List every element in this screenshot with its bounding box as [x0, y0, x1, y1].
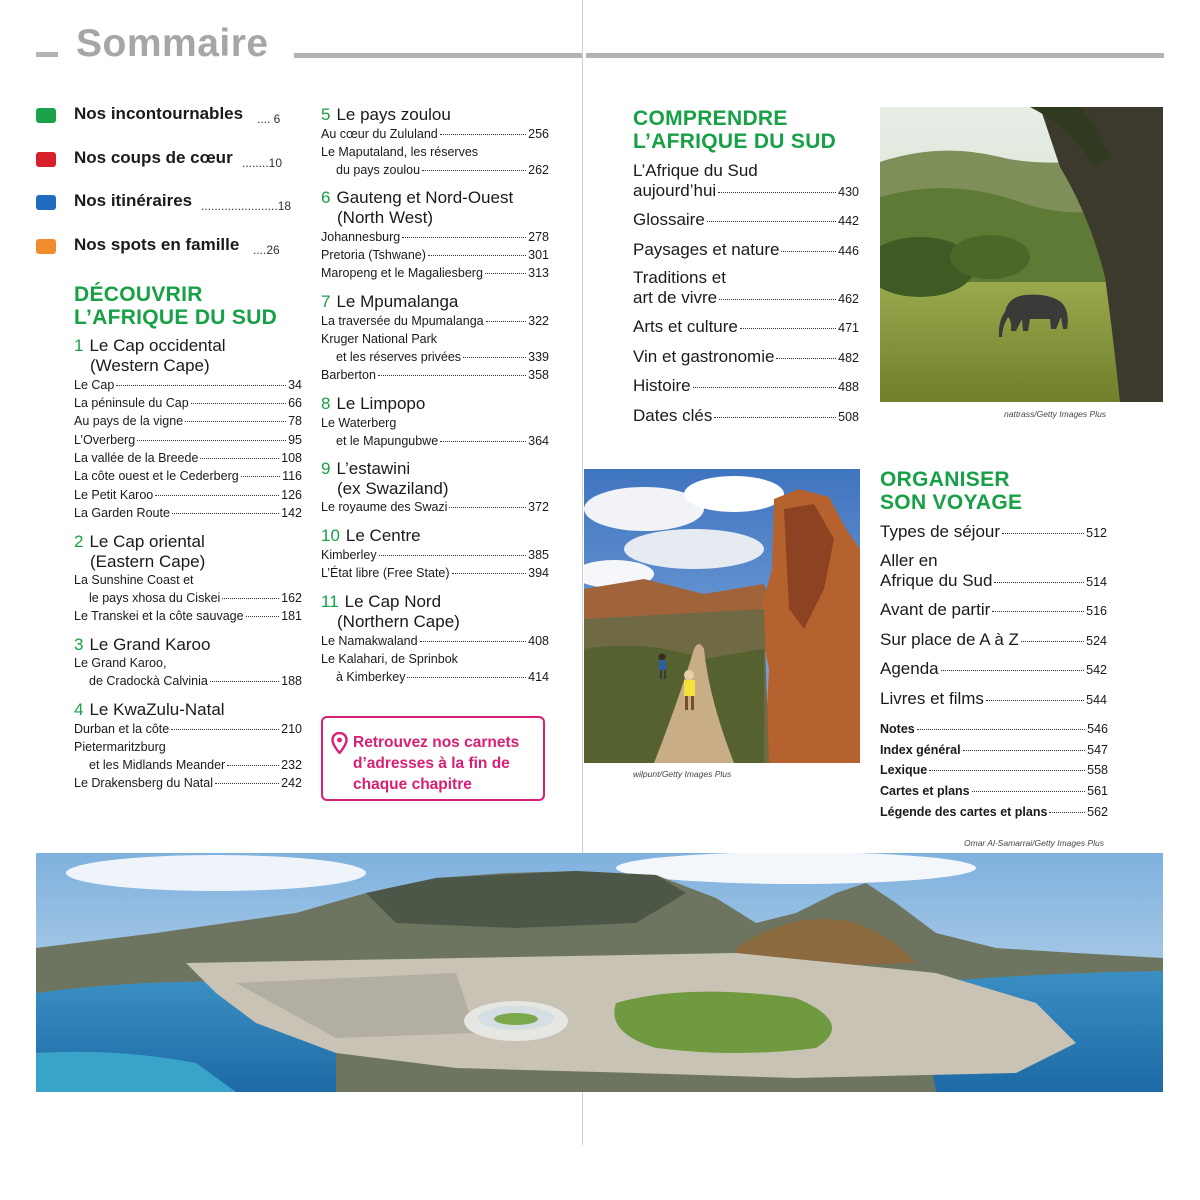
page-number: 18: [277, 199, 292, 213]
toc-entry[interactable]: Types de séjour 512: [880, 522, 1107, 541]
chapter-2-heading[interactable]: 2 Le Cap oriental (Eastern Cape): [74, 532, 206, 571]
hikers-photo: [584, 469, 860, 763]
chapter-10-heading[interactable]: 10 Le Centre: [321, 526, 421, 545]
toc-entry[interactable]: à Kimberkey 414: [336, 670, 549, 684]
toc-entry[interactable]: Barberton 358: [321, 368, 549, 382]
toc-entry[interactable]: et les réserves privées 339: [336, 350, 549, 364]
toc-entry[interactable]: Pretoria (Tshwane) 301: [321, 248, 549, 262]
toc-entry[interactable]: Le Drakensberg du Natal 242: [74, 776, 302, 790]
toc-entry[interactable]: Au pays de la vigne 78: [74, 414, 302, 428]
toc-entry[interactable]: art de vivre 462: [633, 288, 859, 307]
toc-entry[interactable]: Paysages et nature 446: [633, 240, 859, 259]
toc-entry-small[interactable]: Index général 547: [880, 743, 1108, 757]
chapter-1-heading[interactable]: 1 Le Cap occidental (Western Cape): [74, 336, 226, 375]
essential-item-coups-de-coeur[interactable]: Nos coups de cœur ........ 10: [36, 148, 286, 172]
toc-entry[interactable]: L’État libre (Free State) 394: [321, 566, 549, 580]
toc-entry[interactable]: La traversée du Mpumalanga 322: [321, 314, 549, 328]
toc-entry[interactable]: Vin et gastronomie 482: [633, 347, 859, 366]
toc-entry[interactable]: La vallée de la Breede 108: [74, 451, 302, 465]
toc-entry[interactable]: de Cradockà Calvinia 188: [89, 674, 302, 688]
toc-entry[interactable]: L’Overberg 95: [74, 433, 302, 447]
section-heading-organiser: ORGANISER SON VOYAGE: [880, 468, 1023, 514]
toc-entry[interactable]: et les Midlands Meander 232: [89, 758, 302, 772]
toc-entry[interactable]: Glossaire 442: [633, 210, 859, 229]
chapter-11-heading[interactable]: 11 Le Cap Nord (Northern Cape): [321, 592, 460, 631]
toc-entry[interactable]: Kimberley 385: [321, 548, 549, 562]
photo-credit: Omar Al-Samarrai/Getty Images Plus: [964, 838, 1104, 848]
elephant-photo: [880, 107, 1163, 402]
toc-entry-line[interactable]: La Sunshine Coast et: [74, 573, 194, 587]
toc-entry[interactable]: Johannesburg 278: [321, 230, 549, 244]
toc-entry[interactable]: Le royaume des Swazi 372: [321, 500, 549, 514]
page-number: 26: [266, 243, 280, 257]
toc-entry-line[interactable]: Pietermaritzburg: [74, 740, 166, 754]
section-heading-decouvrir: DÉCOUVRIR L’AFRIQUE DU SUD: [74, 283, 278, 329]
toc-entry-line[interactable]: Traditions et: [633, 268, 726, 287]
toc-entry[interactable]: Livres et films 544: [880, 689, 1107, 708]
chapter-8-heading[interactable]: 8 Le Limpopo: [321, 394, 426, 413]
toc-entry-small[interactable]: Notes 546: [880, 722, 1108, 736]
blue-square-icon: [36, 195, 56, 210]
toc-entry[interactable]: Durban et la côte 210: [74, 722, 302, 736]
toc-entry-line[interactable]: Le Kalahari, de Sprinbok: [321, 652, 458, 666]
toc-entry[interactable]: La côte ouest et le Cederberg 116: [74, 469, 302, 483]
toc-entry-small[interactable]: Lexique 558: [880, 763, 1108, 777]
toc-entry[interactable]: Dates clés 508: [633, 406, 859, 425]
map-pin-icon: [331, 732, 348, 754]
toc-entry-line[interactable]: L’Afrique du Sud: [633, 161, 758, 180]
toc-entry-line[interactable]: Le Waterberg: [321, 416, 397, 430]
page-number: 6: [273, 112, 281, 126]
toc-entry[interactable]: Agenda 542: [880, 659, 1107, 678]
orange-square-icon: [36, 239, 56, 254]
essential-item-itineraires[interactable]: Nos itinéraires ....................... 18: [36, 191, 286, 215]
toc-entry-line[interactable]: Le Grand Karoo,: [74, 656, 167, 670]
essential-item-spots-famille[interactable]: Nos spots en famille .... 26: [36, 235, 286, 259]
header-rule-left: [294, 53, 582, 58]
page-number: 10: [268, 156, 283, 170]
cape-town-panorama-photo: [36, 853, 1163, 1092]
toc-entry[interactable]: Afrique du Sud 514: [880, 571, 1107, 590]
toc-entry-line[interactable]: Kruger National Park: [321, 332, 438, 346]
toc-entry[interactable]: Maropeng et le Magaliesberg 313: [321, 266, 549, 280]
photo-credit: wilpunt/Getty Images Plus: [633, 769, 732, 779]
toc-entry-line[interactable]: Le Maputaland, les réserves: [321, 145, 479, 159]
toc-entry[interactable]: du pays zoulou 262: [336, 163, 549, 177]
page-title: Sommaire: [76, 22, 269, 65]
address-callout-box: [321, 716, 545, 801]
chapter-5-heading[interactable]: 5 Le pays zoulou: [321, 105, 451, 124]
toc-entry-line[interactable]: Aller en: [880, 551, 938, 570]
chapter-6-heading[interactable]: 6 Gauteng et Nord-Ouest (North West): [321, 188, 514, 227]
toc-entry[interactable]: Au cœur du Zululand 256: [321, 127, 549, 141]
header-dash: [36, 52, 58, 57]
toc-entry[interactable]: La péninsule du Cap 66: [74, 396, 302, 410]
toc-entry[interactable]: Le Transkei et la côte sauvage 181: [74, 609, 302, 623]
green-square-icon: [36, 108, 56, 123]
chapter-3-heading[interactable]: 3 Le Grand Karoo: [74, 635, 211, 654]
toc-entry[interactable]: et le Mapungubwe 364: [336, 434, 549, 448]
toc-entry[interactable]: le pays xhosa du Ciskei 162: [89, 591, 302, 605]
photo-credit: nattrass/Getty Images Plus: [1004, 409, 1107, 419]
toc-entry[interactable]: La Garden Route 142: [74, 506, 302, 520]
toc-entry[interactable]: Sur place de A à Z 524: [880, 630, 1107, 649]
toc-entry[interactable]: aujourd’hui 430: [633, 181, 859, 200]
callout-text: Retrouvez nos carnets d’adresses à la fin de chaque chapitre: [353, 734, 520, 793]
toc-entry[interactable]: Arts et culture 471: [633, 317, 859, 336]
toc-entry[interactable]: Le Petit Karoo 126: [74, 488, 302, 502]
toc-entry[interactable]: Le Cap 34: [74, 378, 302, 392]
chapter-4-heading[interactable]: 4 Le KwaZulu-Natal: [74, 700, 225, 719]
chapter-7-heading[interactable]: 7 Le Mpumalanga: [321, 292, 459, 311]
essential-item-incontournables[interactable]: Nos incontournables .... 6: [36, 104, 286, 128]
toc-entry-small[interactable]: Légende des cartes et plans 562: [880, 805, 1108, 819]
header-rule-right: [586, 53, 1164, 58]
toc-entry[interactable]: Histoire 488: [633, 376, 859, 395]
toc-entry[interactable]: Le Namakwaland 408: [321, 634, 549, 648]
toc-entry[interactable]: Avant de partir 516: [880, 600, 1107, 619]
section-heading-comprendre: COMPRENDRE L’AFRIQUE DU SUD: [633, 107, 837, 153]
red-square-icon: [36, 152, 56, 167]
toc-entry-small[interactable]: Cartes et plans 561: [880, 784, 1108, 798]
chapter-9-heading[interactable]: 9 L’estawini (ex Swaziland): [321, 459, 449, 498]
